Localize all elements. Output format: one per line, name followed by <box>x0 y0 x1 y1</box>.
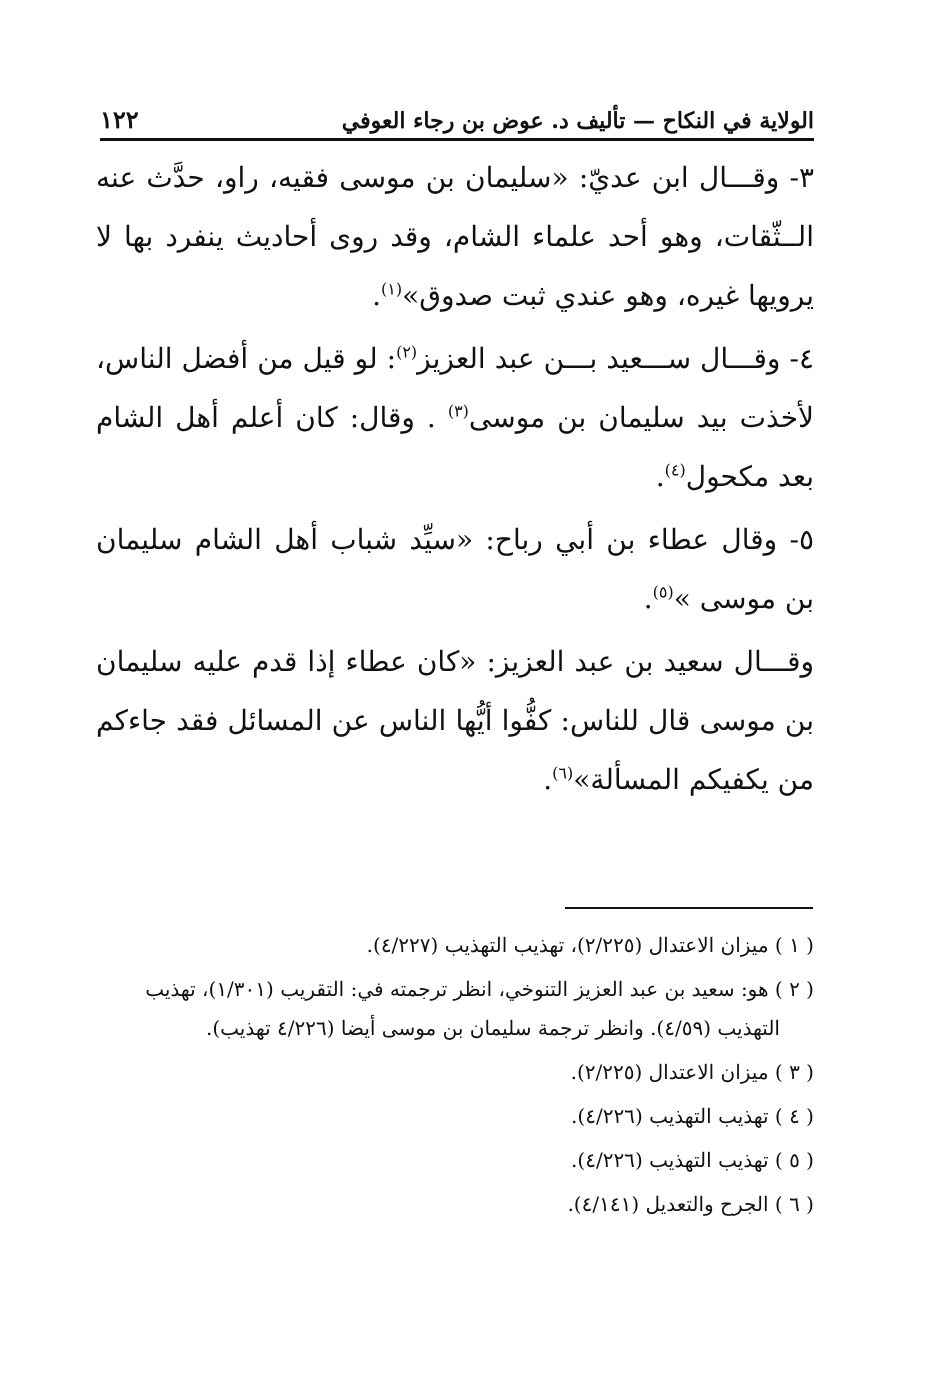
paragraph-5 <box>96 510 814 628</box>
footnote-5: ( ٥ ) تهذيب التهذيب (٤/٢٢٦). <box>571 1148 814 1172</box>
main-text <box>96 148 814 813</box>
period: . <box>655 460 665 493</box>
paragraph-4-text-c: . وقال: كان أعلم أهل الشام بعد مكحول <box>96 401 814 493</box>
period: . <box>543 763 553 796</box>
footnote-2: ( ٢ ) هو: سعيد بن عبد العزيز التنوخي، انظر ترجمته في: التقريب (١/٣٠١)، تهذيب <box>145 977 814 1001</box>
footnote-2-continued: التهذيب (٤/٥٩). وانظر ترجمة سليمان بن موسى أيضا (٤/٢٢٦ تهذيب). <box>205 1016 780 1040</box>
paragraph-4-text-a: ٤- وقـــال ســـعيد بـــن عبد العزيز <box>417 342 814 375</box>
page-number: ١٢٢ <box>100 105 139 134</box>
paragraph-5-text: ٥- وقال عطاء بن أبي رباح: «سيِّد شباب أهل الشام سليمان بن موسى » <box>96 523 814 615</box>
paragraph-3-text: ٣- وقـــال ابن عديّ: «سليمان بن موسى فقيه، راو، حدَّث عنه الــثّقات، وهو أحد علماء الشام، وقد روى أحاديث ينفرد بها لا يرويها غيره، وهو عندي ثبت صدوق» <box>96 161 814 312</box>
footnote-ref-6[interactable]: (٦) <box>552 763 574 783</box>
footnote-1: ( ١ ) ميزان الاعتدال (٢/٢٢٥)، تهذيب التهذيب (٤/٢٢٧). <box>366 933 814 957</box>
footnote-ref-2[interactable]: (٢) <box>396 342 418 362</box>
footnote-6: ( ٦ ) الجرح والتعديل (٤/١٤١). <box>567 1192 814 1216</box>
header-title: الولاية في النكاح — تأليف د. عوض بن رجاء العوفي <box>341 108 814 134</box>
period: . <box>643 582 653 615</box>
footnote-ref-1[interactable]: (١) <box>381 279 403 299</box>
running-header <box>100 100 814 141</box>
paragraph-6 <box>96 632 814 809</box>
footnote-divider <box>565 907 813 909</box>
paragraph-4-text-b: : لو قيل من أفضل الناس، لأخذت بيد سليمان بن موسى <box>96 342 814 434</box>
paragraph-4 <box>96 329 814 506</box>
footnote-4: ( ٤ ) تهذيب التهذيب (٤/٢٢٦). <box>571 1104 814 1128</box>
period: . <box>372 279 382 312</box>
paragraph-6-text: وقـــال سعيد بن عبد العزيز: «كان عطاء إذا قدم عليه سليمان بن موسى قال للناس: كفُّوا أيُّها الناس عن المسائل فقد جاءكم من يكفيكم المسألة» <box>96 645 814 796</box>
footnote-3: ( ٣ ) ميزان الاعتدال (٢/٢٢٥). <box>570 1060 814 1084</box>
footnote-ref-3[interactable]: (٣) <box>447 401 469 421</box>
footnotes <box>110 926 814 1229</box>
footnote-ref-4[interactable]: (٤) <box>664 460 686 480</box>
paragraph-3 <box>96 148 814 325</box>
footnote-ref-5[interactable]: (٥) <box>652 582 674 602</box>
